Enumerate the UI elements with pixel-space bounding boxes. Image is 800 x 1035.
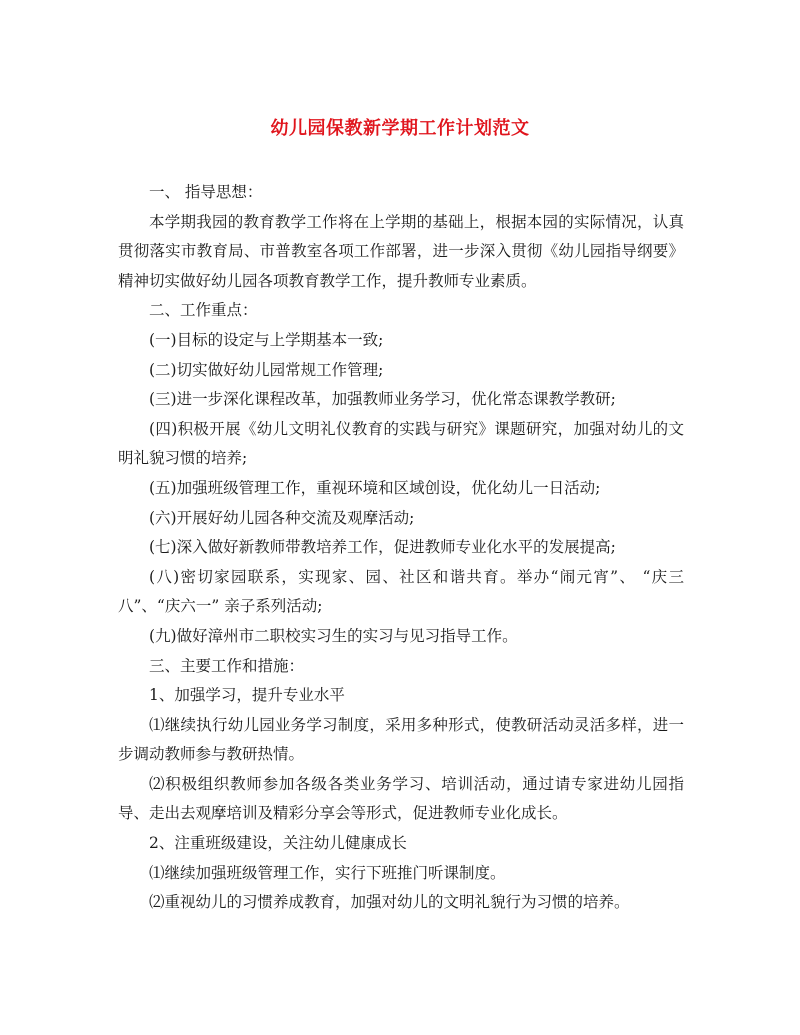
key-work-item-1: (一)目标的设定与上学期基本一致;: [149, 330, 384, 349]
section-heading-guiding-ideology: 一、 指导思想：: [149, 183, 263, 201]
key-work-item-9: (九)做好漳州市二职校实习生的实习与见习指导工作。: [149, 626, 518, 645]
key-work-item-7: (七)深入做好新教师带教培养工作，促进教师专业化水平的发展提高;: [149, 538, 616, 557]
section-heading-key-work: 二、工作重点：: [149, 301, 258, 320]
key-work-item-3: (三)进一步深化课程改革，加强教师业务学习，优化常态课教学教研;: [149, 390, 616, 409]
key-work-item-8: (八)密切家园联系，实现家、园、社区和谐共育。举办“闹元宵”、 “庆三八”、“庆六一” 亲子系列活动;: [118, 567, 684, 616]
measure-2-item-1: ⑴继续加强班级管理工作，实行下班推门听课制度。: [149, 863, 506, 882]
measure-1-item-1: ⑴继续执行幼儿园业务学习制度，采用多种形式，使教研活动灵活多样，进一步调动教师参与教研热情。: [118, 715, 684, 764]
key-work-item-6: (六)开展好幼儿园各种交流及观摩活动;: [149, 508, 415, 527]
section-heading-main-measures: 三、主要工作和措施：: [149, 656, 305, 675]
measure-heading-1: 1、加强学习，提升专业水平: [149, 686, 345, 705]
key-work-item-5: (五)加强班级管理工作，重视环境和区域创设，优化幼儿一日活动;: [149, 478, 601, 497]
measure-1-item-2: ⑵积极组织教师参加各级各类业务学习、培训活动，通过请专家进幼儿园指导、走出去观摩培训及精彩分享会等形式，促进教师专业化成长。: [118, 774, 684, 823]
key-work-item-4: (四)积极开展《幼儿文明礼仪教育的实践与研究》课题研究，加强对幼儿的文明礼貌习惯的培养;: [118, 419, 684, 468]
key-work-item-2: (二)切实做好幼儿园常规工作管理;: [149, 360, 384, 379]
measure-heading-2: 2、注重班级建设，关注幼儿健康成长: [149, 834, 407, 853]
measure-2-item-2: ⑵重视幼儿的习惯养成教育，加强对幼儿的文明礼貌行为习惯的培养。: [149, 893, 630, 912]
paragraph-guiding-ideology: 本学期我园的教育教学工作将在上学期的基础上，根据本园的实际情况，认真贯彻落实市教育局、市普教室各项工作部署，进一步深入贯彻《幼儿园指导纲要》精神切实做好幼儿园各项教育教学工作，提升教师专业素质。: [118, 212, 684, 290]
document-body: [118, 178, 684, 918]
document-title: 幼儿园保教新学期工作计划范文: [270, 118, 530, 139]
